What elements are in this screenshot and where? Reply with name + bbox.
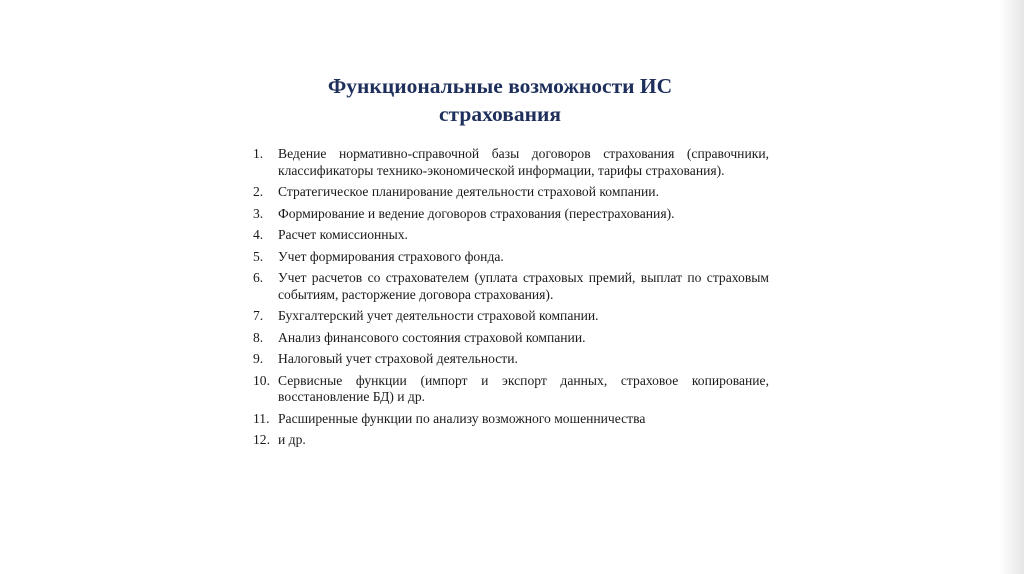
list-item-text: Формирование и ведение договоров страхования (перестрахования). bbox=[278, 205, 675, 221]
list-item-text: Расчет комиссионных. bbox=[278, 227, 408, 242]
list-item-number: 3. bbox=[253, 205, 264, 221]
list-item bbox=[253, 432, 769, 449]
list-item bbox=[253, 411, 769, 428]
list-item bbox=[253, 146, 769, 179]
list-item bbox=[253, 330, 769, 347]
list-item bbox=[253, 206, 769, 223]
list-item bbox=[253, 184, 769, 201]
slide-title bbox=[250, 72, 750, 128]
list-item bbox=[253, 373, 769, 406]
list-item-number: 10. bbox=[253, 372, 270, 388]
list-item-number: 6. bbox=[253, 270, 264, 285]
functions-list bbox=[253, 146, 769, 454]
slide-edge-shadow bbox=[998, 0, 1024, 574]
list-item-text: и др. bbox=[278, 432, 306, 447]
list-item bbox=[253, 351, 769, 368]
list-item-number: 1. bbox=[253, 146, 264, 161]
list-item-text: Расширенные функции по анализу возможного мошенничества bbox=[278, 410, 646, 426]
list-item-number: 12. bbox=[253, 432, 270, 447]
list-item-number: 7. bbox=[253, 308, 264, 323]
list-item-text: Учет формирования страхового фонда. bbox=[278, 248, 504, 264]
list-item-number: 8. bbox=[253, 329, 264, 345]
list-item-text: Сервисные функции (импорт и экспорт данных, страховое копирование, восстановление БД) и др. bbox=[278, 372, 769, 404]
list-item-text: Бухгалтерский учет деятельности страховой компании. bbox=[278, 308, 599, 323]
list-item-text: Анализ финансового состояния страховой компании. bbox=[278, 329, 586, 345]
list-item-text: Учет расчетов со страхователем (уплата страховых премий, выплат по страховым событиям, расторжение договора страхования). bbox=[278, 270, 769, 302]
list-item bbox=[253, 270, 769, 303]
slide-title-line-2: страхования bbox=[439, 102, 561, 126]
list-item-text: Налоговый учет страховой деятельности. bbox=[278, 351, 518, 366]
list-item bbox=[253, 249, 769, 266]
list-item-number: 5. bbox=[253, 248, 264, 264]
list-item bbox=[253, 308, 769, 325]
list-item-number: 11. bbox=[253, 410, 270, 426]
list-item-number: 2. bbox=[253, 184, 264, 199]
list-item-number: 9. bbox=[253, 351, 264, 366]
list-item-text: Ведение нормативно-справочной базы договоров страхования (справочники, классификаторы технико-экономической информации, тарифы страхования). bbox=[278, 146, 769, 178]
list-item bbox=[253, 227, 769, 244]
list-item-number: 4. bbox=[253, 227, 264, 242]
list-item-text: Стратегическое планирование деятельности страховой компании. bbox=[278, 184, 659, 199]
slide-title-line-1: Функциональные возможности ИС bbox=[327, 74, 673, 98]
